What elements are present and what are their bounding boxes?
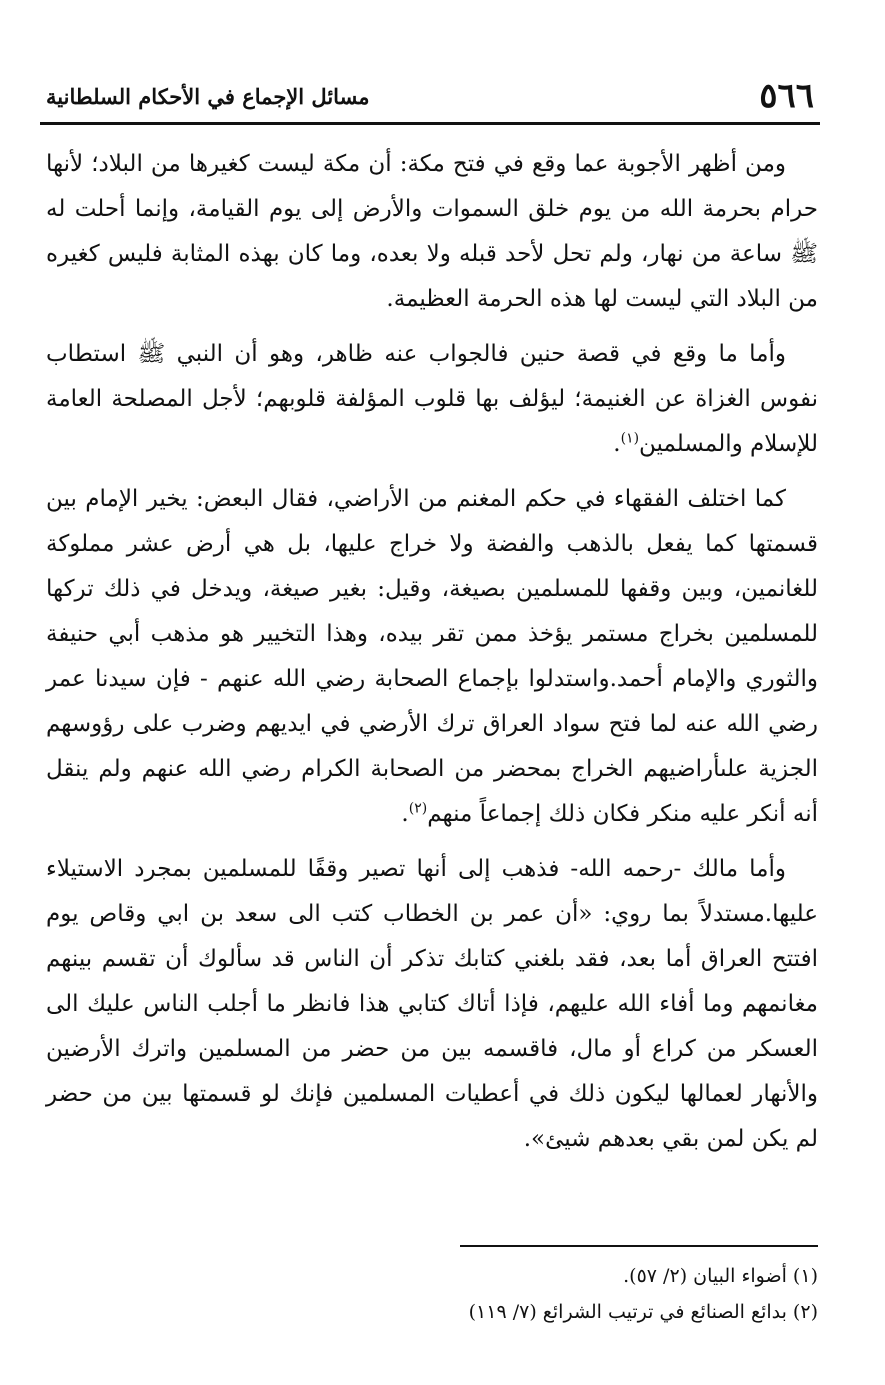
paragraph-text: وأما مالك -رحمه الله- فذهب إلى أنها تصير وقفًا للمسلمين بمجرد الاستيلاء عليها.مستدلاً بما روي: «أن عمر بن الخطاب كتب الى سعد بن ابي وقاص يوم افتتح العراق أما بعد، فقد بلغني كتابك تذكر أن الناس قد سألوك أن تقسم بينهم مغانمهم وما أفاء الله عليهم، فإذا أتاك كتابي هذا فانظر ما أجلب الناس عليك الى العسكر من كراع أو مال، فاقسمه بين من حضر من المسلمين واترك الأرضين والأنهار لعمالها ليكون ذلك في أعطيات المسلمين فإنك لو قسمتها بين من حضر لم يكن لمن بقي بعدهم شيئ». — [46, 856, 818, 1152]
footnote-marker[interactable]: (٢) — [408, 800, 428, 817]
page-number: ٥٦٦ — [759, 76, 814, 116]
paragraph — [46, 477, 818, 837]
paragraph — [46, 847, 818, 1162]
paragraph-text: ومن أظهر الأجوبة عما وقع في فتح مكة: أن مكة ليست كغيرها من البلاد؛ لأنها حرام بحرمة الله من يوم خلق السموات والأرض إلى يوم القيامة، وإنما أحلت له ﷺ ساعة من نهار، ولم تحل لأحد قبله ولا بعده، وما كان بهذه المثابة فليس كغيره من البلاد التي ليست لها هذه الحرمة العظيمة. — [46, 151, 818, 312]
footnote-marker[interactable]: (١) — [620, 430, 640, 447]
paragraph-end-mark: . — [613, 431, 621, 457]
paragraph-text: وأما ما وقع في قصة حنين فالجواب عنه ظاهر، وهو أن النبي ﷺ استطاب نفوس الغزاة عن الغنيمة؛ ليؤلف بها قلوب المؤلفة قلوبهم؛ لأجل المصلحة العامة للإسلام والمسلمين — [46, 341, 818, 457]
footnote-item: (١) أضواء البيان (٢/ ٥٧). — [623, 1265, 818, 1287]
paragraph-end-mark: . — [401, 801, 409, 827]
footnotes — [46, 1258, 818, 1330]
page-header — [40, 74, 820, 118]
running-title: مسائل الإجماع في الأحكام السلطانية — [46, 84, 370, 109]
footnote-item: (٢) بدائع الصنائع في ترتيب الشرائع (٧/ ١١٩) — [468, 1301, 818, 1323]
paragraph — [46, 142, 818, 322]
paragraph — [46, 332, 818, 467]
header-divider — [40, 122, 820, 125]
main-text — [46, 142, 818, 1172]
paragraph-text: كما اختلف الفقهاء في حكم المغنم من الأراضي، فقال البعض: يخير الإمام بين قسمتها كما يفعل بالذهب والفضة ولا خراج عليها، بل هي أرض عشر مملوكة للغانمين، وبين وقفها للمسلمين بصيغة، وقيل: بغير صيغة، ويدخل في ذلك تركها للمسلمين بخراج مستمر يؤخذ ممن تقر بيده، وهذا التخيير هو مذهب أبي حنيفة والثوري والإمام أحمد.واستدلوا بإجماع الصحابة رضي الله عنهم - فإن سيدنا عمر رضي الله عنه لما فتح سواد العراق ترك الأرضي في ايديهم وضرب على رؤوسهم الجزية علىأراضيهم الخراج بمحضر من الصحابة الكرام رضي الله عنهم ولم ينقل أنه أنكر عليه منكر فكان ذلك إجماعاً منهم — [46, 486, 818, 827]
footnote-divider — [460, 1245, 818, 1247]
